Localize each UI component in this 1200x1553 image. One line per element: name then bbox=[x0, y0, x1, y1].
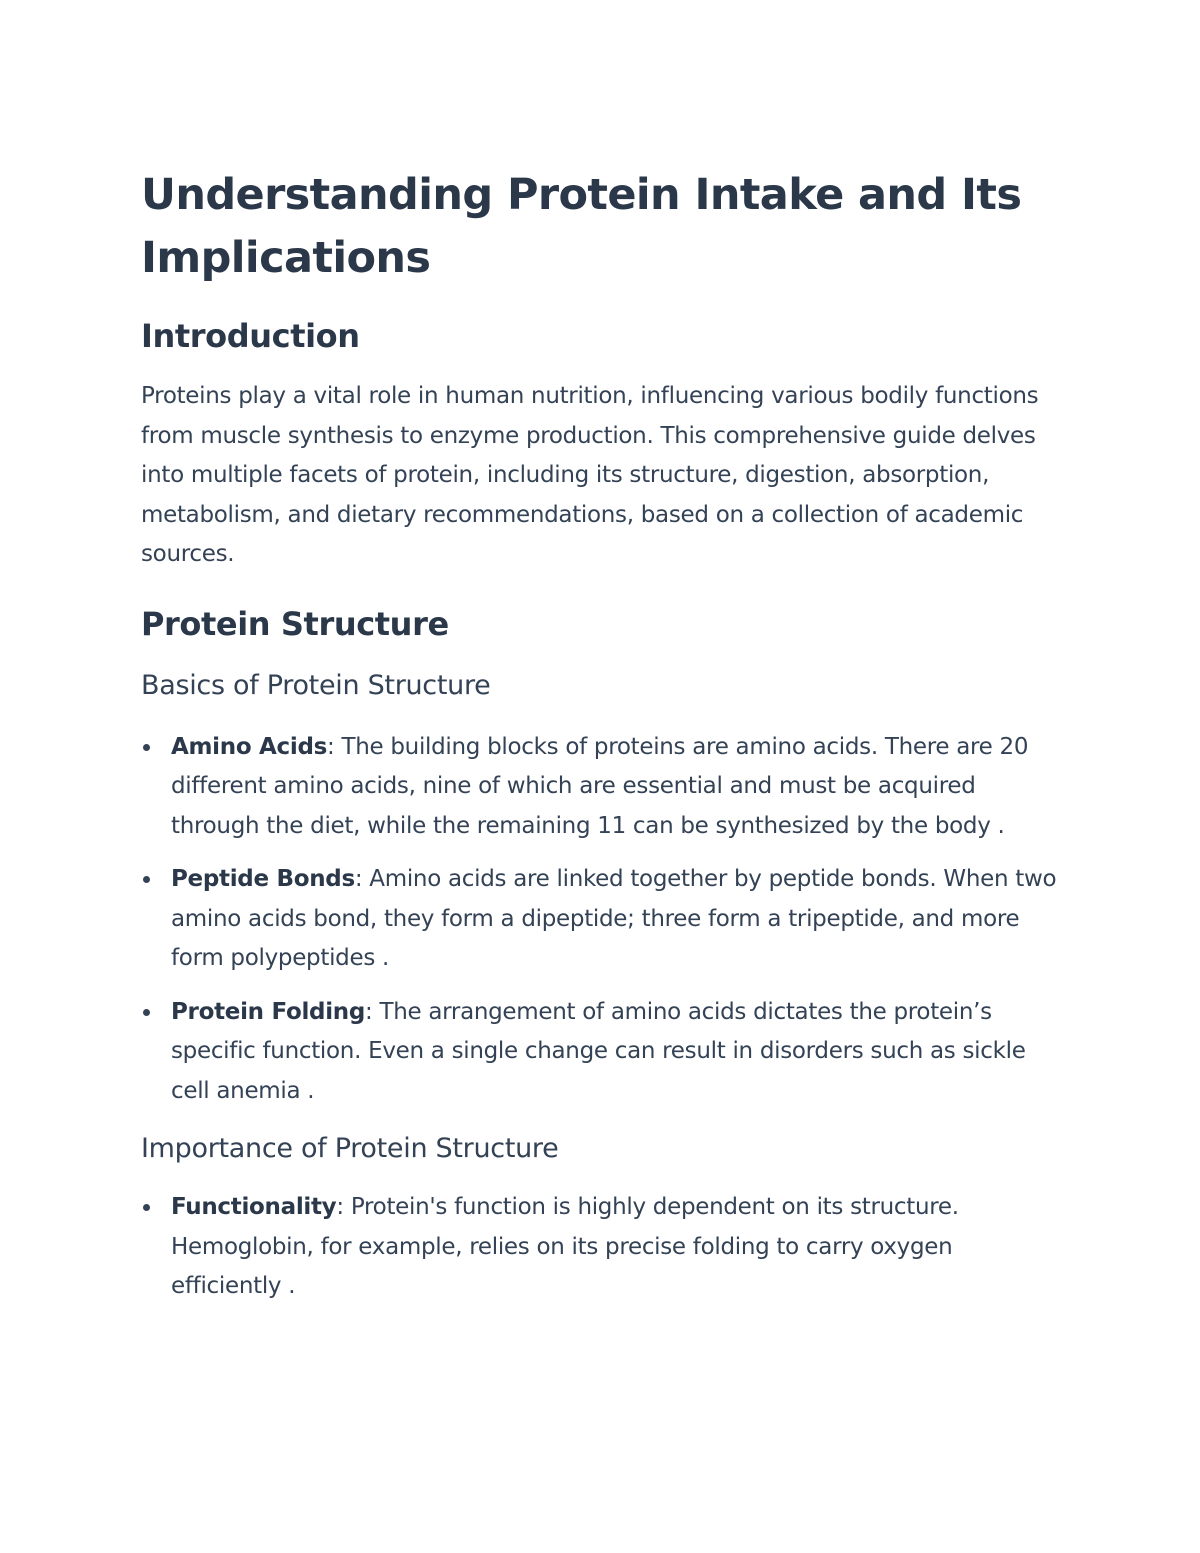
basics-list bbox=[141, 728, 1061, 1112]
bullet-icon bbox=[143, 744, 150, 751]
list-item-text: : Protein's function is highly dependent on its structure. Hemoglobin, for example, relies on its precise folding to carry oxygen efficiently . bbox=[171, 1194, 959, 1299]
section-heading-protein-structure: Protein Structure bbox=[141, 604, 449, 643]
list-item bbox=[141, 860, 1061, 979]
list-item-term: Amino Acids bbox=[171, 733, 328, 760]
bullet-icon bbox=[143, 1009, 150, 1016]
list-item-term: Peptide Bonds bbox=[171, 866, 355, 892]
list-item bbox=[141, 1188, 1061, 1307]
bullet-icon bbox=[143, 876, 150, 883]
list-item-term: Functionality bbox=[171, 1194, 337, 1220]
introduction-paragraph: Proteins play a vital role in human nutrition, influencing various bodily functions from muscle synthesis to enzyme production. This comprehensive guide delves into multiple facets of protein, including its structure, digestion, absorption, metabolism, and dietary recommendations, based on a collection of academic sources. bbox=[141, 383, 1039, 567]
list-item bbox=[141, 993, 1061, 1112]
section-heading-introduction: Introduction bbox=[141, 317, 360, 355]
list-item-text: : Amino acids are linked together by peptide bonds. When two amino acids bond, they form a dipeptide; three form a tripeptide, and more form polypeptides . bbox=[171, 866, 1057, 971]
importance-list bbox=[141, 1188, 1061, 1307]
list-item bbox=[141, 728, 1061, 847]
bullet-icon bbox=[143, 1204, 150, 1211]
document-title: Understanding Protein Intake and Its Implications bbox=[141, 170, 1022, 283]
list-item-term: Protein Folding bbox=[171, 998, 366, 1025]
list-item-text: : The arrangement of amino acids dictates the protein’s specific function. Even a single change can result in disorders such as sickle cell anemia . bbox=[171, 998, 1026, 1104]
list-item-text: : The building blocks of proteins are amino acids. There are 20 different amino acids, nine of which are essential and must be acquired through the diet, while the remaining 11 can be synthesized by the body . bbox=[171, 733, 1029, 839]
subsection-heading-importance: Importance of Protein Structure bbox=[141, 1133, 559, 1164]
document-page bbox=[141, 164, 1061, 1307]
subsection-heading-basics: Basics of Protein Structure bbox=[141, 669, 491, 701]
